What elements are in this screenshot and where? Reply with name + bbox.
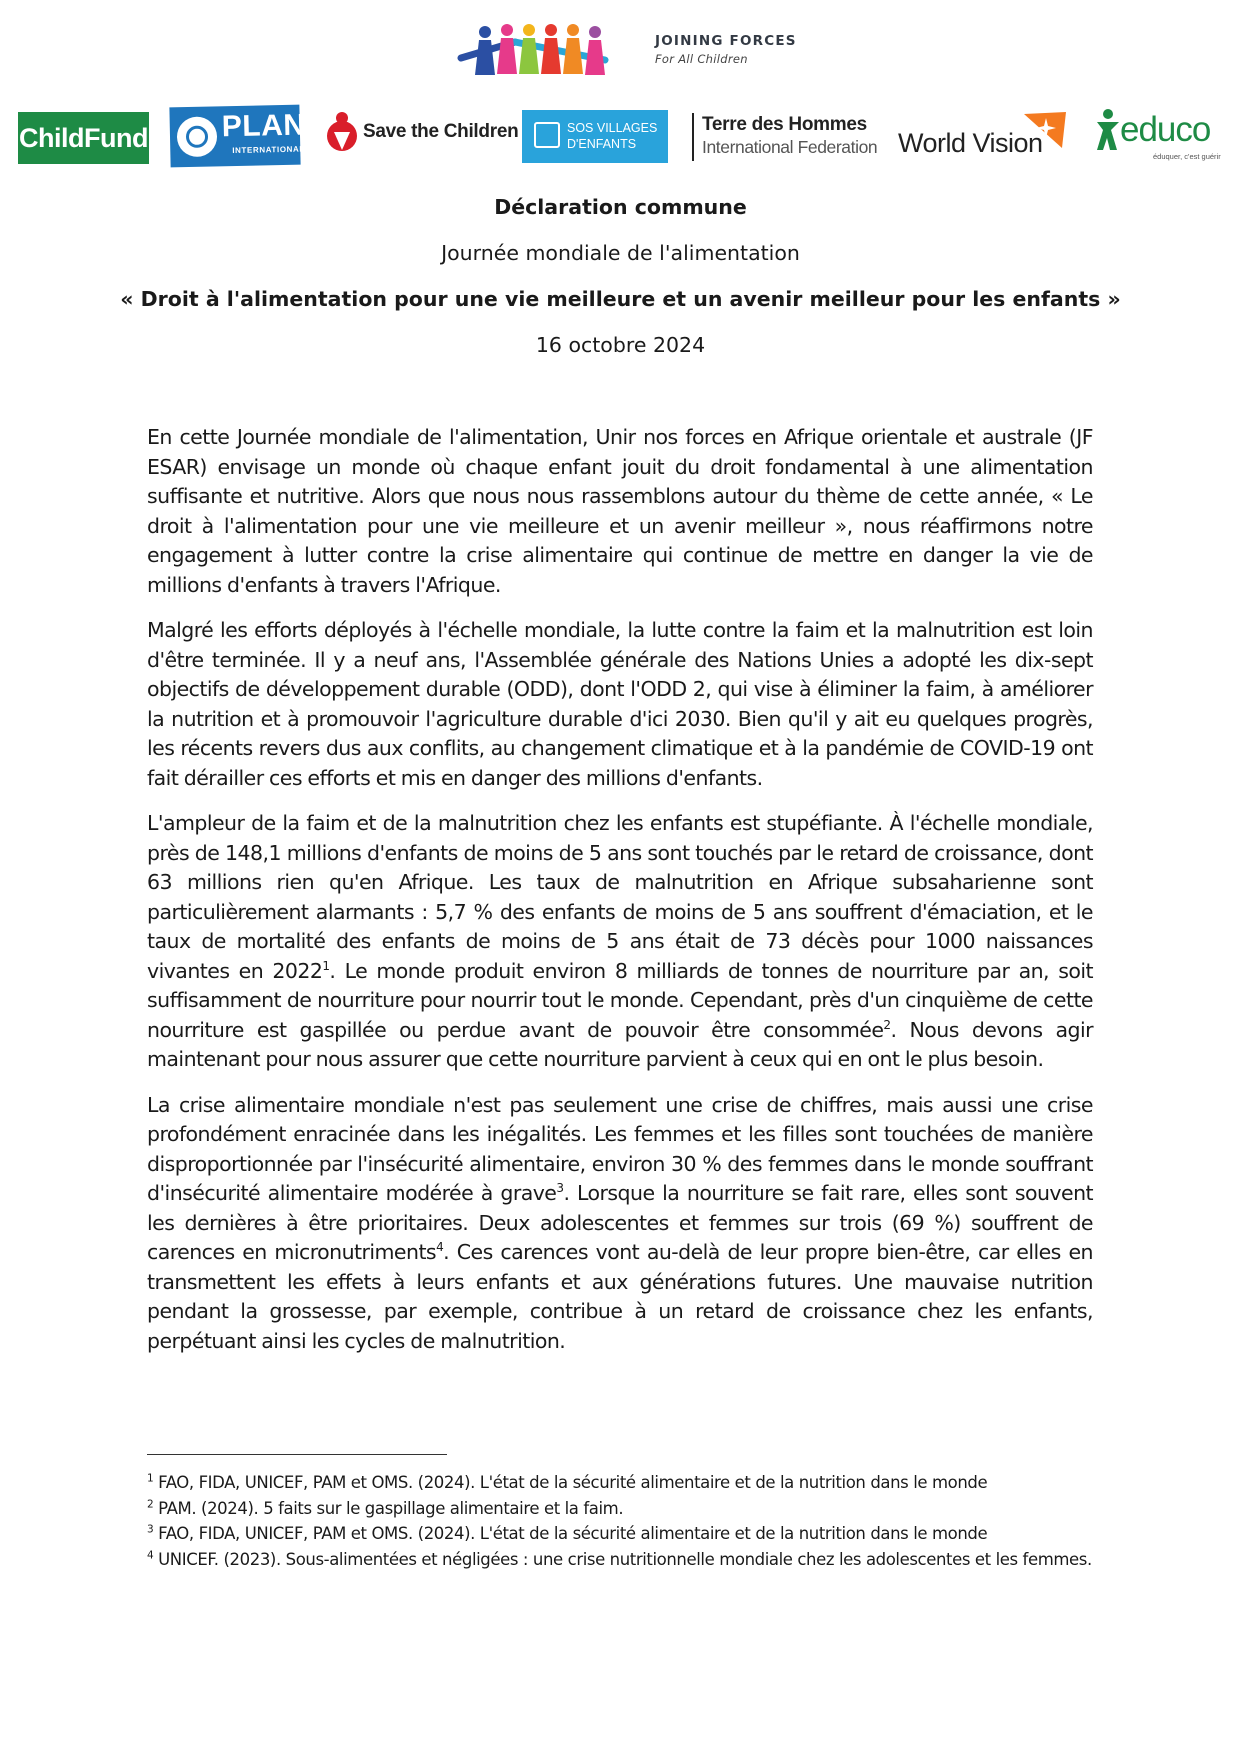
world-vision-star-icon: [1022, 110, 1068, 150]
banner-title: JOINING FORCES: [655, 33, 797, 49]
educo-tagline: éduquer, c'est guérir: [1153, 152, 1221, 161]
footnotes: [147, 1470, 1093, 1572]
save-the-children-figure-icon: [325, 110, 359, 158]
footnote-ref-4: 4: [436, 1240, 444, 1255]
tdh-logo-line1: Terre des Hommes: [702, 114, 867, 135]
footnote-text: FAO, FIDA, UNICEF, PAM et OMS. (2024). L'état de la sécurité alimentaire et de la nutrition dans le monde: [153, 1524, 988, 1543]
educo-figure-icon: [1095, 108, 1121, 152]
paragraph-3-part-b: . Le monde produit environ 8 milliards de tonnes de nourriture par an, soit suffisamment de nourriture pour nourrir tout le monde. Cependant, près d'un cinquième de cette nourriture est gaspillée ou perdue avant de pouvoir être consommée: [147, 958, 1093, 1042]
plan-logo-subtext: INTERNATIONAL: [232, 144, 305, 156]
paragraph-4-part-c: . Ces carences vont au-delà de leur propre bien-être, car elles en transmettent les effets à leurs enfants et aux générations futures. Une mauvaise nutrition pendant la grossesse, par exemple, contribue à un retard de croissance chez les enfants, perpétuant ainsi les cycles de malnutrition.: [147, 1240, 1093, 1353]
paragraph-3: [147, 809, 1093, 1075]
footnote-2: [147, 1496, 1093, 1522]
footnote-ref-2: 2: [883, 1017, 891, 1032]
plan-circle-icon: [177, 116, 218, 157]
joining-forces-figures-logo: [455, 20, 625, 82]
document-date: 16 octobre 2024: [535, 333, 706, 357]
paragraph-2: Malgré les efforts déployés à l'échelle mondiale, la lutte contre la faim et la malnutrition est loin d'être terminée. Il y a neuf ans, l'Assemblée générale des Nations Unies a adopté les dix-sept objectifs de développement durable (ODD), dont l'ODD 2, qui vise à éliminer la faim, à améliorer la nutrition et à promouvoir l'agriculture durable d'ici 2030. Bien qu'il y ait eu quelques progrès, les récents revers dus aux conflits, au changement climatique et à la pandémie de COVID-19 ont fait dérailler ces efforts et mis en danger des millions d'enfants.: [147, 618, 1093, 790]
educo-logo-text: educo: [1120, 110, 1211, 149]
world-vision-logo-text: World Vision: [898, 128, 1043, 158]
document-type: Déclaration commune: [494, 195, 747, 219]
footnote-text: PAM. (2024). 5 faits sur le gaspillage alimentaire et la faim.: [153, 1498, 624, 1518]
paragraph-3-part-a: L'ampleur de la faim et de la malnutrition chez les enfants est stupéfiante. À l'échelle mondiale, près de 148,1 millions d'enfants de moins de 5 ans sont touchés par le retard de croissance, dont 63 millions rien qu'en Afrique. Les taux de malnutrition en Afrique subsaharienne sont particulièrement alarmants : 5,7 % des enfants de moins de 5 ans souffrent d'émaciation, et le taux de mortalité des enfants de moins de 5 ans était de 73 décès pour 1000 naissances vivantes en 2022: [147, 811, 1093, 983]
paragraph-4-part-a: La crise alimentaire mondiale n'est pas seulement une crise de chiffres, mais aussi une crise profondément enracinée dans les inégalités. Les femmes et les filles sont touchées de manière disproportionnée par l'insécurité alimentaire, environ 30 % des femmes dans le monde souffrant d'insécurité alimentaire modérée à grave: [147, 1092, 1093, 1205]
footnote-text: FAO, FIDA, UNICEF, PAM et OMS. (2024). L'état de la sécurité alimentaire et de la nutrition dans le monde: [153, 1473, 988, 1492]
educo-logo: [1095, 108, 1220, 166]
sos-villages-logo: [522, 110, 668, 163]
footnote-1: [147, 1470, 1093, 1496]
plan-logo-text: PLAN: [221, 108, 306, 144]
declaration-body: [147, 423, 1093, 1372]
footnote-ref-3: 3: [556, 1181, 564, 1196]
theme-title: « Droit à l'alimentation pour une vie meilleure et un avenir meilleur pour les enfants »: [120, 287, 1121, 311]
world-vision-logo: [898, 112, 1070, 164]
footnote-number: 3: [147, 1523, 154, 1536]
childfund-logo: [18, 112, 149, 164]
save-the-children-logo: [325, 110, 519, 158]
paragraph-4-part-b: . Lorsque la nourriture se fait rare, elles sont souvent les dernières à être prioritaires. Deux adolescentes et femmes sur trois (69 %) souffrent de carences en micronutriments: [147, 1181, 1093, 1264]
plan-international-logo: [169, 105, 306, 168]
paragraph-1: En cette Journée mondiale de l'alimentation, Unir nos forces en Afrique orientale et australe (JF ESAR) envisage un monde où chaque enfant jouit du droit fondamental à une alimentation suffisante et nutritive. Alors que nous nous rassemblons autour du thème de cette année, « Le droit à l'alimentation pour une vie meilleure et un avenir meilleur », nous réaffirmons notre engagement à lutter contre la crise alimentaire qui continue de mettre en danger la vie de millions d'enfants à travers l'Afrique.: [147, 425, 1093, 597]
sos-logo-line1: SOS VILLAGES: [567, 121, 658, 135]
footnote-number: 1: [147, 1472, 154, 1485]
joining-forces-banner: [455, 20, 835, 82]
footnote-3: [147, 1521, 1093, 1547]
childfund-logo-text: ChildFund: [19, 122, 148, 153]
paragraph-3-part-c: . Nous devons agir maintenant pour nous assurer que cette nourriture parvient à ceux qui en ont le plus besoin.: [147, 1017, 1093, 1071]
banner-subtitle: For All Children: [655, 52, 748, 66]
footnote-4: [147, 1547, 1093, 1573]
tdh-logo-line2: International Federation: [702, 137, 878, 157]
sos-family-icon: [534, 122, 560, 148]
event-title: Journée mondiale de l'alimentation: [441, 241, 800, 265]
footnote-text: UNICEF. (2023). Sous-alimentées et négligées : une crise nutritionnelle mondiale chez les adolescentes et les femmes.: [153, 1549, 1092, 1569]
terre-des-hommes-logo: [692, 113, 879, 161]
paragraph-4: [147, 1091, 1093, 1357]
footnote-ref-1: 1: [322, 958, 330, 973]
sos-logo-line2: D'ENFANTS: [567, 137, 637, 151]
footnote-number: 4: [147, 1549, 154, 1561]
footnote-separator: [147, 1454, 447, 1455]
footnote-number: 2: [147, 1498, 154, 1510]
save-the-children-logo-text: Save the Children: [363, 121, 519, 142]
